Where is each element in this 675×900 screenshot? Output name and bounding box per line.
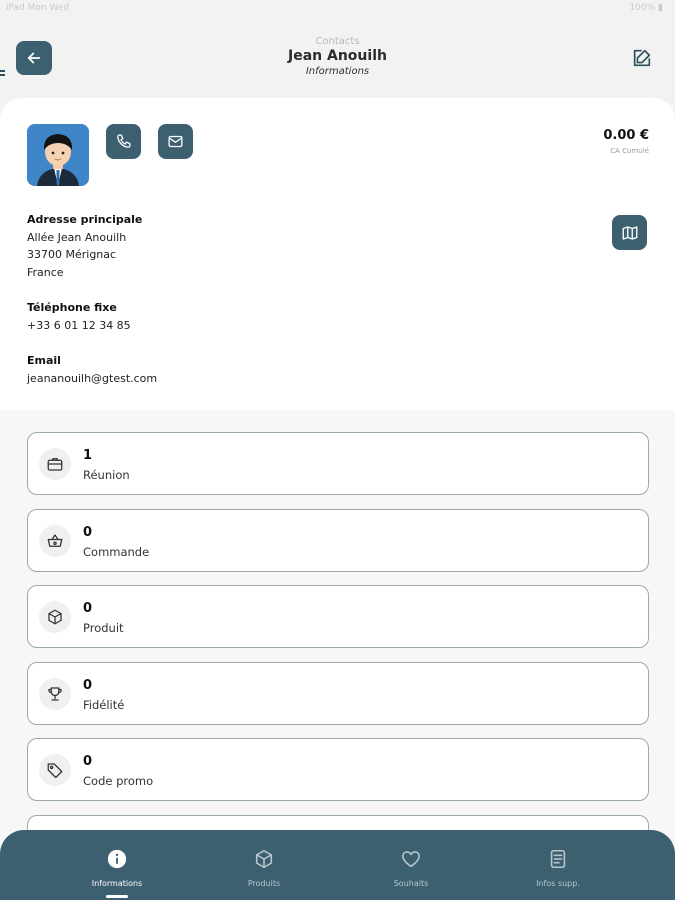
revenue-summary [603, 128, 649, 155]
document-icon [547, 848, 569, 870]
edit-button[interactable] [631, 47, 653, 69]
counter-value: 1 [83, 448, 93, 463]
briefcase-icon [39, 448, 71, 480]
call-button[interactable] [106, 124, 141, 159]
breadcrumb[interactable]: Contacts [315, 36, 360, 47]
counter-value: 0 [83, 525, 93, 540]
counter-value: 0 [83, 678, 93, 693]
map-button[interactable] [612, 215, 647, 250]
email-block [27, 352, 157, 387]
email-value[interactable]: jeananouilh@gtest.com [27, 371, 158, 385]
address-line: 33700 Mérignac [27, 248, 117, 261]
address-line: France [27, 265, 64, 279]
tab-informations[interactable] [57, 848, 177, 898]
tab-label: Souhaits [393, 879, 429, 888]
address-line: Allée Jean Anouilh [27, 230, 127, 244]
trophy-icon [39, 678, 71, 710]
counter-value: 0 [83, 601, 93, 616]
phone-value[interactable]: +33 6 01 12 34 85 [27, 318, 131, 332]
counter-orders[interactable] [27, 509, 649, 572]
page-subtitle: Informations [305, 66, 370, 77]
edit-icon [631, 47, 653, 69]
counter-promo-code[interactable] [27, 738, 649, 801]
email-button[interactable] [158, 124, 193, 159]
counter-label: Réunion [83, 468, 130, 482]
active-tab-indicator [106, 895, 128, 898]
counters-list [0, 410, 675, 900]
map-icon [621, 224, 639, 242]
counter-label: Code promo [83, 774, 154, 788]
person-avatar-icon [27, 124, 89, 186]
box-icon [39, 601, 71, 633]
tab-label: Produits [247, 879, 281, 888]
counter-label: Produit [83, 621, 124, 635]
counter-label: Commande [83, 545, 150, 559]
box-icon [253, 848, 275, 870]
tab-souhaits[interactable] [351, 848, 471, 888]
address-block [27, 211, 142, 281]
address-heading: Adresse principale [27, 213, 143, 226]
page-title: Jean Anouilh [288, 48, 387, 64]
tab-label: Informations [91, 879, 143, 888]
contact-card [0, 98, 675, 410]
info-icon [106, 848, 128, 870]
tab-produits[interactable] [204, 848, 324, 888]
status-bar-left: iPad Mon Wed [6, 3, 70, 13]
email-heading: Email [27, 354, 61, 367]
bottom-tab-bar [0, 830, 675, 900]
envelope-icon [167, 133, 184, 150]
tab-label: Infos supp. [536, 879, 580, 888]
revenue-label: CA Cumulé [610, 147, 649, 155]
top-bar [0, 18, 675, 98]
counter-products[interactable] [27, 585, 649, 648]
tab-infos-supp[interactable] [498, 848, 618, 888]
phone-icon [115, 133, 132, 150]
counter-loyalty[interactable] [27, 662, 649, 725]
phone-heading: Téléphone fixe [27, 301, 117, 314]
counter-meetings[interactable] [27, 432, 649, 495]
header-title-block [0, 36, 675, 77]
counter-label: Fidélité [83, 698, 125, 712]
basket-icon [39, 525, 71, 557]
status-bar-right: 100% ▮ [629, 3, 663, 13]
tag-icon [39, 754, 71, 786]
phone-block [27, 299, 131, 334]
counter-value: 0 [83, 754, 93, 769]
revenue-amount: 0.00 € [603, 128, 649, 143]
status-bar [0, 0, 675, 18]
heart-icon [400, 848, 422, 870]
avatar [27, 124, 89, 186]
